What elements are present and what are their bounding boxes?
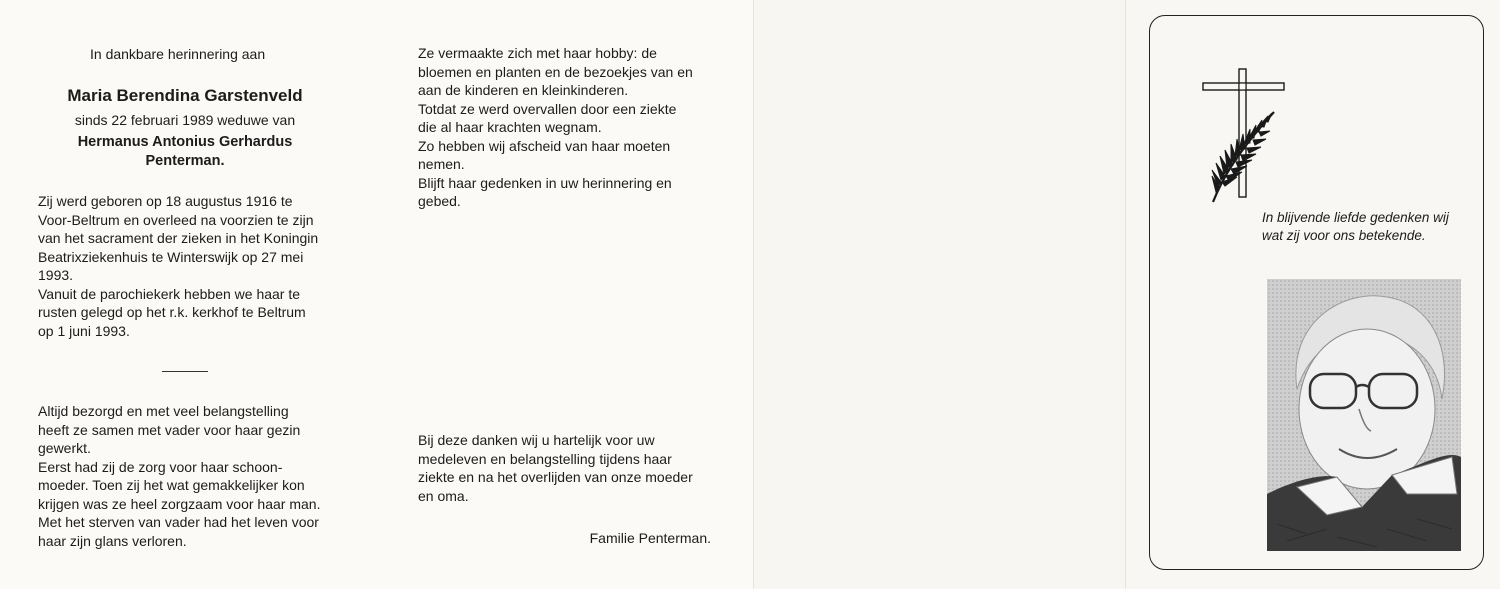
text-line: medeleven en belangstelling tijdens haar (418, 450, 672, 467)
thanks-paragraph (418, 431, 711, 505)
husband-name (35, 133, 335, 170)
text-line: en oma. (418, 487, 469, 504)
husband-name-line: Penterman. (145, 152, 225, 169)
text-line: Bij deze danken wij u hartelijk voor uw (418, 432, 655, 448)
text-line: ziekte en na het overlijden van onze moeder (418, 469, 693, 485)
intro-text: In dankbare herinnering aan (90, 46, 266, 62)
text-line: Zo hebben wij afscheid van haar moeten (418, 137, 671, 154)
text-line: die al haar krachten wegnam. (418, 119, 602, 135)
text-line: 1993. (38, 267, 74, 283)
text-line: rusten gelegd op het r.k. kerkhof te Beltrum (38, 304, 306, 320)
text-line: heeft ze samen met vader voor haar gezin (38, 421, 301, 438)
life-paragraph (38, 402, 331, 550)
page-fold (1125, 0, 1126, 589)
quote-line: wat zij voor ons betekende. (1262, 228, 1426, 243)
quote-line: In blijvende liefde gedenken wij (1262, 210, 1449, 225)
page-fold (753, 0, 754, 589)
text-line: Met het sterven van vader had het leven voor (38, 514, 319, 530)
memorial-quote (1262, 209, 1472, 245)
text-line: Vanuit de parochiekerk hebben we haar te (38, 285, 301, 302)
text-line: moeder. Toen zij het wat gemakkelijker kon (38, 477, 305, 493)
card-panel-blank (753, 0, 1125, 589)
portrait-photo (1267, 279, 1461, 551)
text-line: bloemen en planten en de bezoekjes van en (418, 63, 693, 80)
text-line: Voor-Beltrum en overleed na voorzien te zijn (38, 211, 314, 228)
text-line: Altijd bezorgd en met veel belangstelling (38, 403, 289, 419)
hobby-paragraph (418, 44, 711, 211)
husband-name-line: Hermanus Antonius Gerhardus (77, 134, 293, 150)
text-line: Blijft haar gedenken in uw herinnering en (418, 174, 672, 191)
text-line: op 1 juni 1993. (38, 322, 130, 339)
signature: Familie Penterman. (589, 530, 711, 546)
text-line: van het sacrament der zieken in het Koningin (38, 230, 319, 246)
divider (162, 371, 208, 372)
text-line: Eerst had zij de zorg voor haar schoon- (38, 458, 283, 475)
widow-line: sinds 22 februari 1989 weduwe van (74, 112, 296, 128)
biography-paragraph (38, 192, 331, 340)
cross-with-palm-icon (1196, 64, 1292, 210)
deceased-name: Maria Berendina Garstenveld (67, 86, 303, 105)
text-line: nemen. (418, 156, 465, 172)
text-line: aan de kinderen en kleinkinderen. (418, 82, 629, 98)
text-line: haar zijn glans verloren. (38, 532, 187, 549)
text-line: Ze vermaakte zich met haar hobby: de (418, 45, 657, 61)
text-line: Zij werd geboren op 18 augustus 1916 te (38, 193, 293, 209)
text-line: gewerkt. (38, 440, 91, 456)
text-line: gebed. (418, 193, 461, 209)
text-line: Totdat ze werd overvallen door een ziekte (418, 100, 677, 117)
text-line: Beatrixziekenhuis te Winterswijk op 27 mei (38, 248, 304, 265)
text-line: krijgen was ze heel zorgzaam voor haar man. (38, 495, 321, 512)
